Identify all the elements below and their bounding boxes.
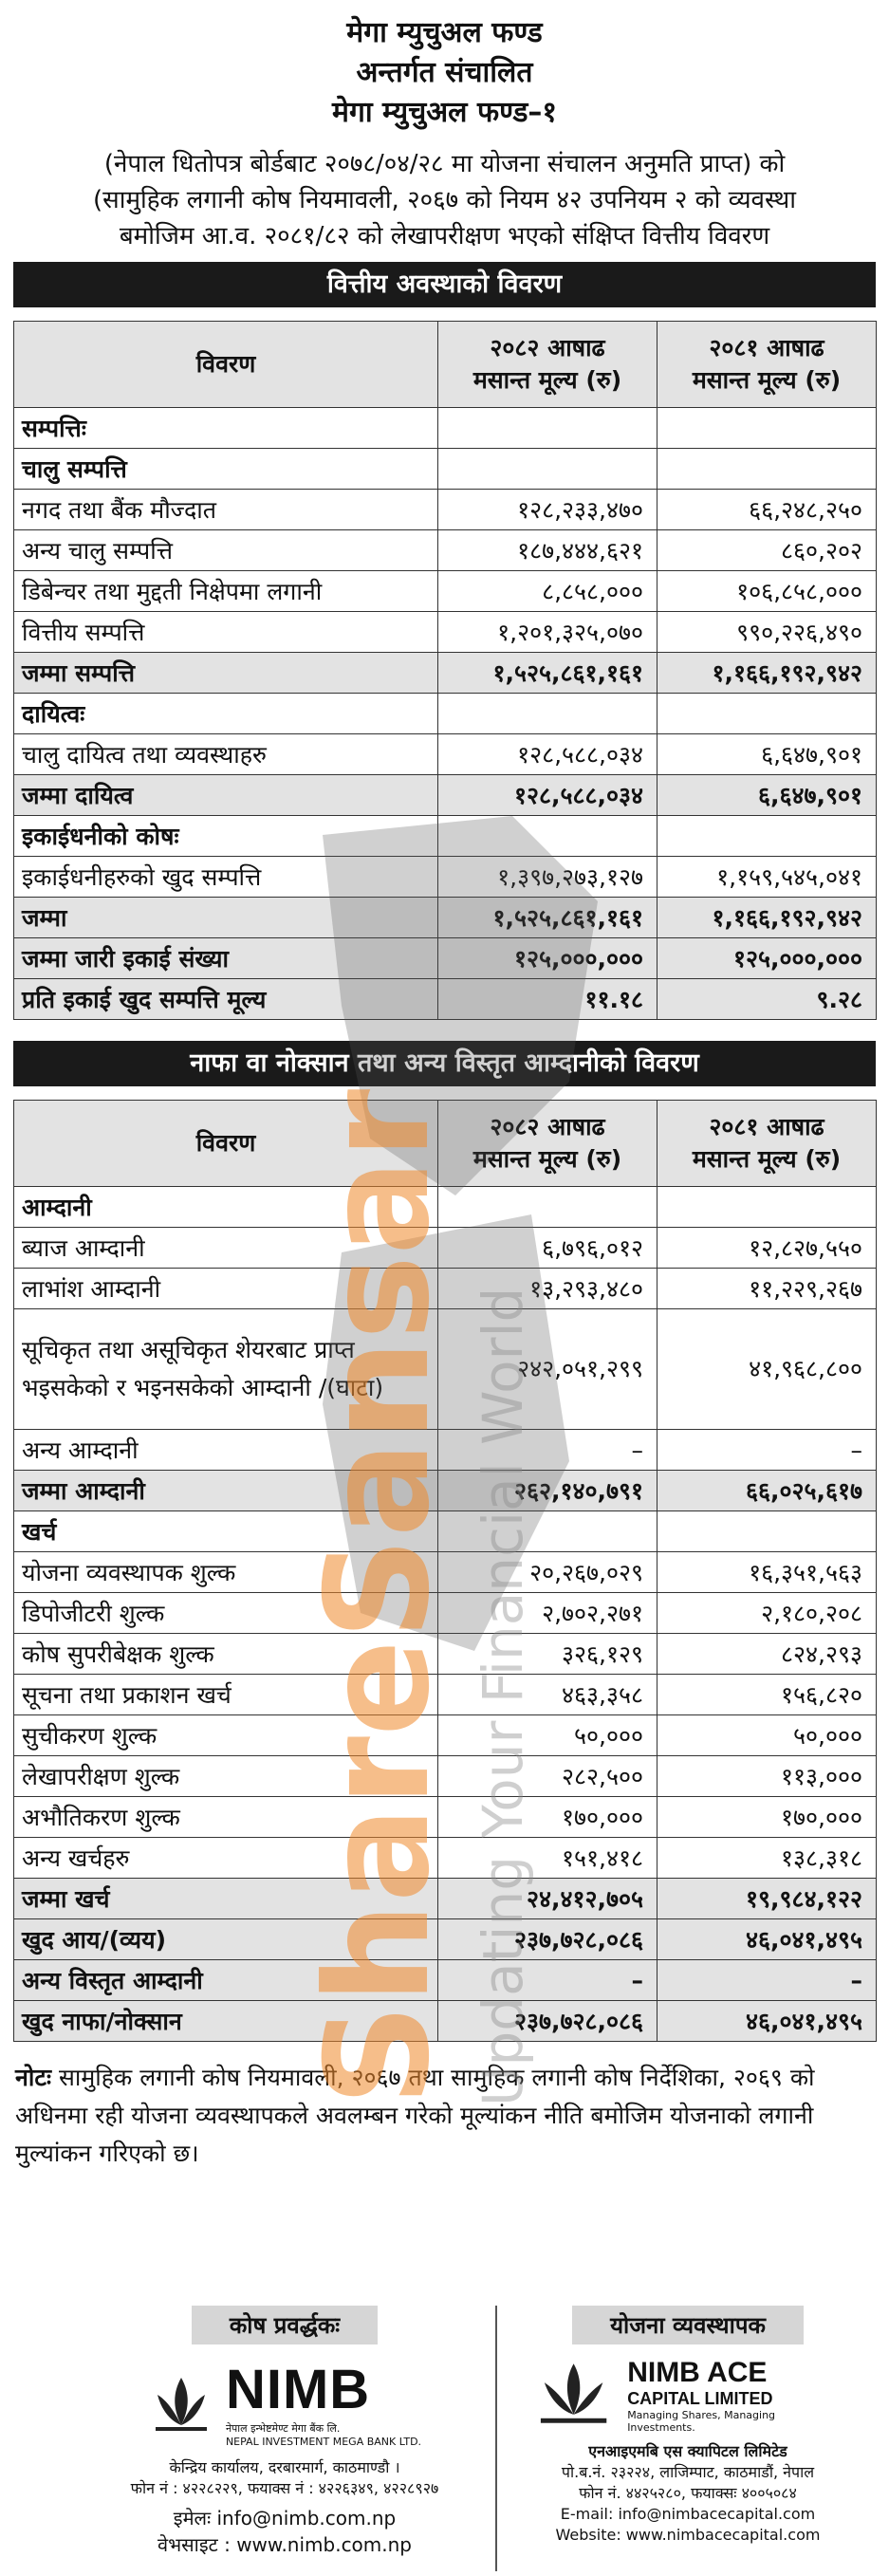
value-2082: २,७०२,२७१ bbox=[438, 1593, 657, 1634]
value-2081: ६,६४७,९०१ bbox=[657, 734, 877, 775]
value-2081: ८२४,२९३ bbox=[657, 1634, 877, 1675]
table-row bbox=[14, 694, 877, 734]
promoter-address: केन्द्रिय कार्यालय, दरबारमार्ग, काठमाण्डौ । bbox=[169, 2458, 400, 2476]
manager-address: पो.ब.नं. २३२२४, लाजिम्पाट, काठमाडौं, नेपाल bbox=[561, 2463, 815, 2481]
table-row bbox=[14, 1715, 877, 1756]
table-row bbox=[14, 734, 877, 775]
value-2081 bbox=[657, 408, 877, 449]
col-header-particulars: विवरण bbox=[14, 322, 438, 408]
row-label: जम्मा खर्च bbox=[14, 1879, 438, 1919]
col-header-2082: २०८२ आषाढ मसान्त मूल्य (रु) bbox=[438, 1101, 657, 1187]
table-row bbox=[14, 1756, 877, 1797]
manager-website[interactable]: Website: www.nimbacecapital.com bbox=[555, 2526, 821, 2544]
value-2081: १,१६६,१९२,९४२ bbox=[657, 898, 877, 938]
financial-position-heading: वित्तीय अवस्थाको विवरण bbox=[13, 262, 876, 307]
footer-divider bbox=[495, 2306, 497, 2571]
value-2082: १८७,४४४,६२१ bbox=[438, 530, 657, 571]
value-2081: १९,९८४,१२२ bbox=[657, 1879, 877, 1919]
ace-name-2: CAPITAL LIMITED bbox=[627, 2389, 773, 2408]
description-line-2: (सामुहिक लगानी कोष नियमावली, २०६७ को नियम ४२ उपनियम २ को व्यवस्था bbox=[93, 186, 796, 214]
col-header-2081: २०८१ आषाढ मसान्त मूल्य (रु) bbox=[657, 322, 877, 408]
row-label: खुद नाफा/नोक्सान bbox=[14, 2001, 438, 2042]
value-2082: २४२,०५१,२९९ bbox=[438, 1309, 657, 1430]
value-2082: – bbox=[438, 1430, 657, 1471]
table-row bbox=[14, 1797, 877, 1838]
row-label: दायित्वः bbox=[14, 694, 438, 734]
row-label: आम्दानी bbox=[14, 1187, 438, 1228]
table-row bbox=[14, 938, 877, 979]
value-2082 bbox=[438, 408, 657, 449]
table-row bbox=[14, 530, 877, 571]
value-2081 bbox=[657, 816, 877, 857]
row-label: जम्मा आम्दानी bbox=[14, 1471, 438, 1511]
table-row bbox=[14, 979, 877, 1020]
value-2081: १०६,८५८,००० bbox=[657, 571, 877, 612]
value-2082: १२८,५८८,०३४ bbox=[438, 734, 657, 775]
value-2082: १३,२९३,४८० bbox=[438, 1269, 657, 1309]
manager-tag: योजना व्यवस्थापक bbox=[572, 2306, 804, 2344]
value-2082: २३७,७२८,०८६ bbox=[438, 2001, 657, 2042]
value-2081: ११,२२९,२६७ bbox=[657, 1269, 877, 1309]
table-row bbox=[14, 1634, 877, 1675]
row-label: प्रति इकाई खुद सम्पत्ति मूल्य bbox=[14, 979, 438, 1020]
table-row bbox=[14, 408, 877, 449]
manager-name-nepali: एनआइएमबि एस क्यापिटल लिमिटेड bbox=[588, 2442, 787, 2460]
table-row bbox=[14, 1675, 877, 1715]
value-2082 bbox=[438, 1187, 657, 1228]
row-label: सूचना तथा प्रकाशन खर्च bbox=[14, 1675, 438, 1715]
description-line-3: बमोजिम आ.व. २०८१/८२ को लेखापरीक्षण भएको संक्षिप्त वित्तीय विवरण bbox=[119, 222, 770, 250]
row-label: चालु सम्पत्ति bbox=[14, 449, 438, 490]
row-label: नगद तथा बैंक मौज्दात bbox=[14, 490, 438, 530]
ace-name-1: NIMB ACE bbox=[627, 2357, 768, 2388]
value-2082: २०,२६७,०२९ bbox=[438, 1552, 657, 1593]
value-2082 bbox=[438, 816, 657, 857]
ace-tagline: Managing Shares, Managing Investments. bbox=[627, 2409, 776, 2434]
col-header-2082: २०८२ आषाढ मसान्त मूल्य (रु) bbox=[438, 322, 657, 408]
watermark-brand: ShareSansar bbox=[296, 1088, 461, 2106]
value-2081: – bbox=[657, 1430, 877, 1471]
table-row bbox=[14, 612, 877, 653]
row-label: अभौतिकरण शुल्क bbox=[14, 1797, 438, 1838]
table-row bbox=[14, 1838, 877, 1879]
row-label: इकाईधनीको कोषः bbox=[14, 816, 438, 857]
value-2081 bbox=[657, 449, 877, 490]
nimb-logo bbox=[114, 2358, 455, 2448]
value-2082: १,२०१,३२५,०७० bbox=[438, 612, 657, 653]
row-label: सूचिकृत तथा असूचिकृत शेयरबाट प्राप्त भइसकेको र भइनसकेको आम्दानी /(घाटा) bbox=[14, 1309, 438, 1430]
value-2082: १५१,४१८ bbox=[438, 1838, 657, 1879]
value-2082 bbox=[438, 449, 657, 490]
profit-loss-heading: नाफा वा नोक्सान तथा अन्य विस्तृत आम्दानीको विवरण bbox=[13, 1041, 876, 1086]
value-2082 bbox=[438, 694, 657, 734]
financial-position-table bbox=[13, 321, 877, 1020]
scheme-manager bbox=[531, 2306, 844, 2546]
value-2081: १५६,८२० bbox=[657, 1675, 877, 1715]
value-2081: १२,८२७,५५० bbox=[657, 1228, 877, 1269]
row-label: सम्पत्तिः bbox=[14, 408, 438, 449]
value-2081: १,१६६,१९२,९४२ bbox=[657, 653, 877, 694]
row-label: लाभांश आम्दानी bbox=[14, 1269, 438, 1309]
value-2082: २४,४१२,७०५ bbox=[438, 1879, 657, 1919]
col-header-particulars: विवरण bbox=[14, 1101, 438, 1187]
promoter-tag: कोष प्रवर्द्धकः bbox=[192, 2306, 378, 2344]
value-2081: ९.२८ bbox=[657, 979, 877, 1020]
nimb-logo-text: NIMB bbox=[225, 2359, 371, 2420]
table-row bbox=[14, 1879, 877, 1919]
promoter-phone: फोन नं : ४२२८२२९, फयाक्स नं : ४२२६३४९, ४२२८९२७ bbox=[130, 2479, 439, 2497]
value-2082: – bbox=[438, 1960, 657, 2001]
value-2082: ४६३,३५८ bbox=[438, 1675, 657, 1715]
table-row bbox=[14, 1511, 877, 1552]
row-label: अन्य विस्तृत आम्दानी bbox=[14, 1960, 438, 2001]
table-row bbox=[14, 1552, 877, 1593]
row-label: जम्मा जारी इकाई संख्या bbox=[14, 938, 438, 979]
value-2082: १७०,००० bbox=[438, 1797, 657, 1838]
value-2082: २३७,७२८,०८६ bbox=[438, 1919, 657, 1960]
table-row bbox=[14, 490, 877, 530]
value-2081: २,१८०,२०८ bbox=[657, 1593, 877, 1634]
value-2081: १३८,३१८ bbox=[657, 1838, 877, 1879]
value-2082: २८२,५०० bbox=[438, 1756, 657, 1797]
note-text: सामुहिक लगानी कोष नियमावली, २०६७ तथा सामुहिक लगानी कोष निर्देशिका, २०६९ को अधिनमा रही योजना व्यवस्थापकले अवलम्बन गरेको मूल्यांकन नीति बमोजिम योजनाको लगानी मुल्यांकन गरिएको छ। bbox=[15, 2064, 815, 2167]
row-label: अन्य खर्चहरु bbox=[14, 1838, 438, 1879]
row-label: सुचीकरण शुल्क bbox=[14, 1715, 438, 1756]
row-label: इकाईधनीहरुको खुद सम्पत्ति bbox=[14, 857, 438, 898]
value-2082: ६,७९६,०१२ bbox=[438, 1228, 657, 1269]
description-line-1: (नेपाल धितोपत्र बोर्डबाट २०७८/०४/२८ मा योजना संचालन अनुमति प्राप्त) को bbox=[103, 150, 786, 178]
row-label: जम्मा bbox=[14, 898, 438, 938]
row-label: डिपोजीटरी शुल्क bbox=[14, 1593, 438, 1634]
note-paragraph bbox=[0, 2042, 889, 2173]
promoter-website[interactable]: वेभसाइट : www.nimb.com.np bbox=[157, 2533, 413, 2556]
table-row bbox=[14, 1309, 877, 1430]
value-2081: ४६,०४१,४९५ bbox=[657, 2001, 877, 2042]
nimb-ace-logo bbox=[531, 2358, 844, 2434]
table-row bbox=[14, 653, 877, 694]
row-label: कोष सुपरीबेक्षक शुल्क bbox=[14, 1634, 438, 1675]
table-row bbox=[14, 571, 877, 612]
note-label: नोटः bbox=[15, 2064, 52, 2091]
manager-email[interactable]: E-mail: info@nimbacecapital.com bbox=[560, 2505, 816, 2523]
col-header-2081: २०८१ आषाढ मसान्त मूल्य (रु) bbox=[657, 1101, 877, 1187]
value-2081: ११३,००० bbox=[657, 1756, 877, 1797]
manager-phone: फोन नं. ४४२५२८०, फयाक्सः ४००५०८४ bbox=[579, 2484, 797, 2502]
table-row bbox=[14, 775, 877, 816]
table-row bbox=[14, 2001, 877, 2042]
table-row bbox=[14, 1471, 877, 1511]
fund-promoter bbox=[114, 2306, 455, 2558]
value-2081 bbox=[657, 694, 877, 734]
value-2082: ५०,००० bbox=[438, 1715, 657, 1756]
value-2081 bbox=[657, 1511, 877, 1552]
profit-loss-table bbox=[13, 1100, 877, 2042]
document-header bbox=[0, 0, 889, 133]
row-label: चालु दायित्व तथा व्यवस्थाहरु bbox=[14, 734, 438, 775]
row-label: वित्तीय सम्पत्ति bbox=[14, 612, 438, 653]
nimb-logo-sub-nepali: नेपाल इन्भेष्टमेण्ट मेगा बैंक लि. bbox=[225, 2422, 341, 2435]
nimb-logo-sub-english: NEPAL INVESTMENT MEGA BANK LTD. bbox=[225, 2436, 422, 2448]
value-2082: ३२६,१२९ bbox=[438, 1634, 657, 1675]
table-row bbox=[14, 1430, 877, 1471]
value-2082: १२८,५८८,०३४ bbox=[438, 775, 657, 816]
watermark-tagline: Updating Your Financial World bbox=[471, 1287, 535, 2106]
value-2082: १२८,२३३,४७० bbox=[438, 490, 657, 530]
value-2081: ६,६४७,९०१ bbox=[657, 775, 877, 816]
value-2082 bbox=[438, 1511, 657, 1552]
operated-under: अन्तर्गत संचालित bbox=[356, 56, 533, 89]
row-label: अन्य आम्दानी bbox=[14, 1430, 438, 1471]
value-2081: १२५,०००,००० bbox=[657, 938, 877, 979]
footer bbox=[0, 2277, 889, 2576]
row-label: जम्मा दायित्व bbox=[14, 775, 438, 816]
row-label: डिबेन्चर तथा मुद्दती निक्षेपमा लगानी bbox=[14, 571, 438, 612]
row-label: लेखापरीक्षण शुल्क bbox=[14, 1756, 438, 1797]
table-row bbox=[14, 449, 877, 490]
value-2082: २६२,१४०,७९१ bbox=[438, 1471, 657, 1511]
value-2081: ८६०,२०२ bbox=[657, 530, 877, 571]
row-label: खुद आय/(व्यय) bbox=[14, 1919, 438, 1960]
value-2082: १२५,०००,००० bbox=[438, 938, 657, 979]
table-row bbox=[14, 1593, 877, 1634]
value-2081 bbox=[657, 1187, 877, 1228]
value-2081: – bbox=[657, 1960, 877, 2001]
value-2081: ४६,०४१,४९५ bbox=[657, 1919, 877, 1960]
promoter-email[interactable]: इमेलः info@nimb.com.np bbox=[173, 2507, 397, 2530]
value-2081: ५०,००० bbox=[657, 1715, 877, 1756]
fund-name: मेगा म्युचुअल फण्ड bbox=[346, 16, 543, 49]
value-2082: ११.१८ bbox=[438, 979, 657, 1020]
table-row bbox=[14, 1919, 877, 1960]
document-description bbox=[0, 133, 889, 254]
value-2081: ९९०,२२६,४९० bbox=[657, 612, 877, 653]
lotus-icon bbox=[531, 2358, 616, 2434]
row-label: खर्च bbox=[14, 1511, 438, 1552]
lotus-icon bbox=[148, 2370, 214, 2437]
table-row bbox=[14, 857, 877, 898]
value-2082: १,५२५,८६१,१६१ bbox=[438, 898, 657, 938]
table-row bbox=[14, 1187, 877, 1228]
table-row bbox=[14, 1269, 877, 1309]
value-2081: ४१,९६८,८०० bbox=[657, 1309, 877, 1430]
value-2082: ८,८५८,००० bbox=[438, 571, 657, 612]
value-2081: १६,३५१,५६३ bbox=[657, 1552, 877, 1593]
row-label: जम्मा सम्पत्ति bbox=[14, 653, 438, 694]
row-label: योजना व्यवस्थापक शुल्क bbox=[14, 1552, 438, 1593]
table-row bbox=[14, 1228, 877, 1269]
value-2082: १,५२५,८६१,१६१ bbox=[438, 653, 657, 694]
scheme-name: मेगा म्युचुअल फण्ड–१ bbox=[332, 96, 557, 129]
value-2081: ६६,०२५,६१७ bbox=[657, 1471, 877, 1511]
value-2081: १,१५९,५४५,०४१ bbox=[657, 857, 877, 898]
table-row bbox=[14, 816, 877, 857]
row-label: अन्य चालु सम्पत्ति bbox=[14, 530, 438, 571]
value-2081: १७०,००० bbox=[657, 1797, 877, 1838]
table-row bbox=[14, 1960, 877, 2001]
table-row bbox=[14, 898, 877, 938]
value-2081: ६६,२४८,२५० bbox=[657, 490, 877, 530]
value-2082: १,३९७,२७३,१२७ bbox=[438, 857, 657, 898]
row-label: ब्याज आम्दानी bbox=[14, 1228, 438, 1269]
